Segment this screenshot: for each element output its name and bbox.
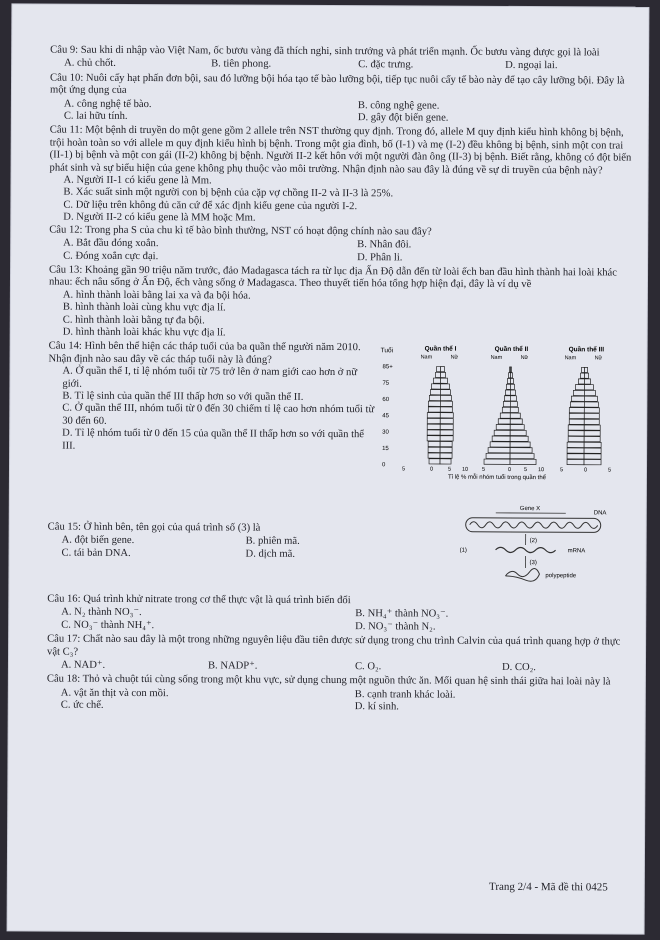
pyramid-bar-female bbox=[584, 454, 601, 459]
pyramid-bar-male bbox=[427, 436, 440, 441]
pyramid-bar-male bbox=[567, 443, 584, 448]
pyramid-bar-male bbox=[429, 459, 440, 464]
pyramid-y-tick: 15 bbox=[382, 446, 389, 453]
pyramid-right-label: Nữ bbox=[520, 355, 529, 362]
pyramid-bar-male bbox=[427, 430, 440, 435]
question-10-stem: Câu 10: Nuôi cấy hạt phấn đơn bội, sau đó lưỡng bội hóa tạo tế bào lưỡng bội, tiếp tục nuôi cấy tế bào này để tạo cây lưỡng bội. Đây là một ứng dụng của bbox=[49, 72, 625, 97]
pyramid-bar-male bbox=[431, 384, 440, 389]
q18-option-c: C. ức chế. bbox=[60, 699, 104, 712]
pyramid-bar-male bbox=[427, 425, 440, 430]
pyramid-bar-male bbox=[428, 448, 440, 453]
pyramid-x-tick: 10 bbox=[537, 467, 545, 474]
pyramid-bar-female bbox=[510, 379, 513, 384]
pyramid-bar-male bbox=[484, 459, 510, 464]
pyramid-left-label: Nam bbox=[490, 355, 503, 362]
question-12-stem: Câu 12: Trong pha S của chu kì tế bào bình thường, NST có hoạt động chính nào sau đây? bbox=[49, 224, 432, 238]
pyramid-bar-male bbox=[568, 425, 584, 430]
pyramid-bar-female bbox=[440, 448, 452, 453]
pyramid-bar-male bbox=[573, 391, 584, 396]
pyramid-bar-female bbox=[584, 414, 599, 419]
pyramid-bar-female bbox=[510, 448, 532, 453]
pyramid-x-tick: 10 bbox=[461, 467, 469, 474]
pyramid-bar-male bbox=[571, 396, 584, 401]
q18-option-b: B. cạnh tranh khác loài. bbox=[354, 688, 456, 701]
mrna-label: mRNA bbox=[567, 548, 586, 555]
pyramid-bar-female bbox=[440, 373, 445, 378]
question-18 bbox=[47, 674, 635, 715]
q17-option-a: A. NAD⁺. bbox=[60, 659, 106, 671]
pyramid-bar-male bbox=[568, 431, 584, 436]
q18-option-d: D. kí sinh. bbox=[354, 701, 399, 713]
question-18-stem: Câu 18: Thỏ và chuột túi cùng sống trong một khu vực, sử dụng chung một nguồn thức ăn. Mối quan hệ sinh thái giữa hai loài này là bbox=[46, 673, 611, 688]
pyramid-bar-female bbox=[511, 367, 512, 372]
pyramid-bar-female bbox=[510, 425, 524, 430]
pyramid-x-tick: 0 bbox=[507, 467, 512, 474]
pyramid-bar-male bbox=[504, 396, 510, 401]
q10-option-c: C. lai hữu tính. bbox=[63, 110, 128, 122]
pyramid-bar-female bbox=[440, 396, 451, 401]
question-9-stem: Câu 9: Sau khi di nhập vào Việt Nam, ốc bươu vàng đã thích nghi, sinh trưởng và phát triển mạnh. Ốc bươu vàng được gọi là loài bbox=[50, 44, 600, 59]
pyramid-bar-male bbox=[568, 437, 584, 442]
question-9 bbox=[50, 45, 638, 74]
q14-option-a: A. Ở quần thể I, tỉ lệ nhóm tuổi từ 75 trở lên ở nam giới cao hơn ở nữ giới. bbox=[62, 365, 358, 390]
pyramid-bar-female bbox=[510, 460, 536, 465]
pyramid-bar-female bbox=[510, 390, 515, 395]
pyramid-bar-female bbox=[510, 385, 514, 390]
q9-option-c: C. đặc trưng. bbox=[358, 59, 414, 71]
pyramid-bar-female bbox=[440, 402, 452, 407]
q12-option-a: A. Bắt đầu đóng xoắn. bbox=[63, 237, 159, 250]
pyramid-bar-male bbox=[498, 419, 510, 424]
pyramid-bar-male bbox=[507, 379, 510, 384]
q10-option-b: B. công nghệ gene. bbox=[357, 99, 440, 112]
pyramid-bar-male bbox=[430, 390, 440, 395]
q11-option-b: B. Xác suất sinh một người con bị bệnh của cặp vợ chồng II-2 và II-3 là 25%. bbox=[63, 187, 394, 200]
pyramid-title: Quần thể II bbox=[494, 346, 529, 354]
pyramid-bar-female bbox=[440, 459, 451, 464]
q11-option-d: D. Người II-2 có kiểu gene là MM hoặc Mm. bbox=[63, 211, 256, 224]
pyramid-bar-male bbox=[578, 379, 584, 384]
dna-label: DNA bbox=[593, 510, 607, 517]
pyramid-y-tick: 0 bbox=[382, 462, 386, 469]
pyramid-bar-male bbox=[567, 460, 584, 465]
pyramid-bar-male bbox=[486, 454, 510, 459]
question-16-stem: Câu 16: Quá trình khử nitrate trong cơ thể thực vật là quá trình biến đổi bbox=[47, 593, 351, 607]
pyramid-x-tick: 5 bbox=[607, 467, 612, 474]
pyramid-bar-male bbox=[496, 425, 510, 430]
pyramid-bar-male bbox=[435, 373, 440, 378]
q16-option-b: B. NH₄⁺ thành NO₃⁻. bbox=[355, 608, 449, 621]
pyramid-bar-female bbox=[584, 391, 595, 396]
pyramid-bar-male bbox=[567, 454, 584, 459]
polypeptide-chain bbox=[505, 568, 539, 581]
pyramid-bar-female bbox=[584, 431, 600, 436]
pyramid-bar-male bbox=[505, 390, 510, 395]
q9-option-a: A. chủ chốt. bbox=[64, 58, 116, 70]
question-15-stem: Câu 15: Ở hình bên, tên gọi của quá trình số (3) là bbox=[47, 521, 261, 534]
mrna-strand bbox=[496, 547, 556, 552]
pyramid-bar-female bbox=[510, 408, 518, 413]
pyramid-y-tick: 60 bbox=[382, 397, 390, 404]
pyramid-bar-male bbox=[428, 407, 440, 412]
question-15 bbox=[47, 505, 636, 580]
q12-option-b: B. Nhân đôi. bbox=[357, 239, 412, 251]
pyramid-title: Quần thể III bbox=[568, 346, 605, 354]
q11-option-c: C. Dữ liệu trên không đủ căn cứ để xác định kiểu gene của người I-2. bbox=[63, 199, 358, 213]
pyramid-bar-female bbox=[584, 379, 590, 384]
question-11-stem: Câu 11: Một bệnh di truyền do một gene gồm 2 allele trên NST thường quy định. Trong đó, allele M quy định kiểu hình không bị bệnh, trội hoàn toàn so với allele m quy định kiểu hình bị bệnh. Trong một gia đình, bố (I-1) và mẹ (I-2) đều không bị bệnh, sinh một con trai (II-1) bị bệnh và một con gái (II-2) không bị bệnh. Người II-2 kết hôn với một người đàn ông (II-3) bị bệnh. Biết rằng, không có đột biến phát sinh và sự biểu hiện của gene không phụ thuộc vào môi trường. Nhận định nào sau đây là đúng về sự di truyền của bệnh này? bbox=[49, 124, 632, 177]
pyramid-bar-male bbox=[428, 453, 440, 458]
q13-option-c: C. hình thành loài bằng tự đa bội. bbox=[62, 314, 205, 326]
pyramid-bar-female bbox=[584, 402, 598, 407]
pyramid-x-tick: 5 bbox=[447, 466, 452, 473]
q18-option-a: A. vật ăn thịt và con mồi. bbox=[60, 687, 169, 699]
pyramid-bar-female bbox=[440, 453, 452, 458]
q14-option-c: C. Ở quần thể III, nhóm tuổi từ 0 đến 30 chiếm tỉ lệ cao hơn nhóm tuổi từ 30 đến 60. bbox=[62, 402, 375, 427]
question-14-stem: Câu 14: Hình bên thể hiện các tháp tuổi của ba quần thể người năm 2010. Nhận định nào sau đây về các tháp tuổi này là đúng? bbox=[48, 340, 361, 366]
question-11 bbox=[49, 125, 638, 227]
pyramid-bar-male bbox=[500, 413, 510, 418]
pyramid-bar-female bbox=[510, 402, 517, 407]
pyramid-bar-male bbox=[503, 402, 510, 407]
pyramid-bar-female bbox=[510, 454, 534, 459]
q9-option-b: B. tiên phong. bbox=[211, 58, 272, 71]
q13-option-a: A. hình thành loài bằng lai xa và đa bội hóa. bbox=[62, 289, 251, 302]
pyramid-bar-male bbox=[492, 436, 510, 441]
q10-option-d: D. gây đột biến gene. bbox=[357, 112, 449, 124]
pyramid-bar-male bbox=[494, 431, 510, 436]
q16-option-c: C. NO₃⁻ thành NH₄⁺. bbox=[61, 619, 155, 631]
question-10 bbox=[50, 72, 638, 126]
pyramid-x-tick: 5 bbox=[401, 466, 406, 473]
pyramid-bar-female bbox=[440, 430, 453, 435]
pyramid-bar-female bbox=[440, 413, 453, 418]
question-13 bbox=[49, 264, 637, 342]
pyramid-x-tick: 5 bbox=[559, 467, 564, 474]
question-13-stem: Câu 13: Khoảng gần 90 triệu năm trước, đảo Madagasca tách ra từ lục địa Ấn Độ dẫn đến từ loài ếch ban đầu hình thành hai loài khác nhau: ếch nâu sống ở Ấn Độ, ếch vàng sống ở Madagasca. Theo thuyết tiến hóa tổng hợp hiện đại, đây là ví dụ về bbox=[48, 264, 617, 291]
pyramid-bar-female bbox=[440, 442, 452, 447]
question-12 bbox=[49, 224, 637, 265]
pyramid-bar-female bbox=[510, 419, 522, 424]
pyramid-bar-female bbox=[584, 448, 601, 453]
pyramid-bar-female bbox=[510, 413, 520, 418]
exam-content bbox=[47, 45, 638, 718]
pyramid-bar-female bbox=[584, 408, 599, 413]
page-footer: Trang 2/4 - Mã đề thi 0425 bbox=[489, 880, 608, 894]
pyramid-bar-female bbox=[440, 425, 453, 430]
pyramid-bar-male bbox=[428, 442, 440, 447]
pyramid-bar-female bbox=[440, 378, 447, 383]
pyramid-y-tick: 75 bbox=[382, 380, 390, 387]
pyramid-bar-male bbox=[567, 448, 584, 453]
process-2-label: (2) bbox=[529, 537, 537, 544]
pyramid-bar-male bbox=[502, 408, 510, 413]
pyramid-x-tick: 0 bbox=[583, 467, 588, 474]
pyramid-bar-female bbox=[440, 384, 449, 389]
q16-option-a: A. N₂ thành NO₃⁻. bbox=[61, 606, 142, 619]
pyramid-left-label: Nam bbox=[420, 354, 433, 361]
q14-option-d: D. Tỉ lệ nhóm tuổi từ 0 đến 15 của quần thể II thấp hơn so với quần thể III. bbox=[62, 427, 365, 452]
pyramid-x-title: Tỉ lệ % mỗi nhóm tuổi trong quần thể bbox=[447, 474, 547, 482]
q12-option-c: C. Đóng xoắn cực đại. bbox=[63, 250, 159, 262]
q16-option-d: D. NO₃⁻ thành N₂. bbox=[355, 620, 436, 633]
pyramid-bar-female bbox=[584, 460, 601, 465]
pyramid-right-label: Nữ bbox=[594, 355, 603, 362]
q15-option-c: C. tái bản DNA. bbox=[61, 547, 131, 559]
pyramid-right-label: Nữ bbox=[450, 354, 459, 362]
pyramid-bar-male bbox=[569, 408, 584, 413]
pyramid-bar-male bbox=[582, 368, 585, 373]
q12-option-d: D. Phân li. bbox=[357, 251, 403, 263]
q15-option-d: D. dịch mã. bbox=[245, 548, 296, 560]
pyramid-bar-male bbox=[428, 401, 440, 406]
pyramid-bar-female bbox=[440, 436, 453, 441]
pyramid-bar-female bbox=[510, 442, 530, 447]
pyramid-left-label: Nam bbox=[564, 355, 577, 362]
pyramid-bar-female bbox=[440, 390, 450, 395]
pyramid-x-tick: 5 bbox=[523, 467, 528, 474]
pyramid-bar-female bbox=[585, 368, 588, 373]
pyramid-bar-male bbox=[569, 419, 584, 424]
pyramid-bar-male bbox=[490, 442, 510, 447]
q10-option-a: A. công nghệ tế bào. bbox=[63, 98, 152, 110]
pyramid-bar-female bbox=[584, 397, 597, 402]
process-3-label: (3) bbox=[529, 559, 537, 566]
q13-option-b: B. hình thành loài cùng khu vực địa lí. bbox=[62, 301, 226, 314]
q9-option-d: D. ngoại lai. bbox=[505, 60, 558, 72]
exam-sheet bbox=[8, 4, 649, 933]
pyramid-bar-female bbox=[510, 431, 526, 436]
q14-option-b: B. Tỉ lệ sinh của quần thể III thấp hơn so với quần thể II. bbox=[62, 390, 304, 403]
q15-option-a: A. đột biến gene. bbox=[61, 534, 135, 547]
pyramid-bar-female bbox=[510, 396, 516, 401]
pyramid-bar-male bbox=[427, 413, 440, 418]
pyramid-bar-female bbox=[584, 425, 600, 430]
pyramid-x-tick: 0 bbox=[429, 466, 434, 473]
pyramid-bar-female bbox=[510, 373, 512, 378]
pyramid-bar-male bbox=[488, 448, 510, 453]
pyramid-y-title: Tuổi bbox=[380, 347, 394, 355]
q11-option-a: A. Người II-1 có kiểu gene là Mm. bbox=[63, 174, 212, 187]
pyramid-bar-male bbox=[506, 385, 510, 390]
age-pyramid-figure bbox=[378, 343, 637, 484]
q15-option-b: B. phiên mã. bbox=[245, 535, 300, 548]
pyramid-bar-male bbox=[570, 402, 584, 407]
question-17-stem: Câu 17: Chất nào sau đây là một trong những nguyên liệu đầu tiên được sử dụng trong chu trình Calvin của quá trình quang hợp ở thực vật C₃? bbox=[47, 633, 621, 658]
pyramid-bar-female bbox=[584, 385, 593, 390]
q13-option-d: D. hình thành loài khác khu vực địa lí. bbox=[62, 326, 226, 339]
pyramid-y-tick: 45 bbox=[382, 413, 389, 420]
pyramid-bar-male bbox=[580, 373, 584, 378]
dna-strands bbox=[470, 521, 598, 528]
pyramid-bar-male bbox=[433, 378, 440, 383]
pyramid-y-tick: 85+ bbox=[382, 364, 393, 371]
pyramid-bar-female bbox=[441, 367, 445, 372]
pyramid-bar-male bbox=[575, 385, 584, 390]
polypeptide-label: polypeptide bbox=[545, 572, 577, 580]
question-17 bbox=[47, 634, 635, 675]
pyramid-bar-female bbox=[584, 437, 600, 442]
gene-x-label: Gene X bbox=[519, 505, 541, 512]
pyramid-title: Quần thể I bbox=[424, 345, 457, 354]
process-1-label: (1) bbox=[459, 547, 467, 554]
q17-option-b: B. NADP⁺. bbox=[207, 660, 258, 672]
question-14 bbox=[48, 341, 637, 488]
pyramid-bar-female bbox=[440, 419, 453, 424]
gene-expression-figure bbox=[455, 501, 636, 602]
pyramid-y-tick: 30 bbox=[382, 429, 389, 436]
pyramid-bar-male bbox=[569, 414, 584, 419]
pyramid-x-tick: 5 bbox=[481, 467, 486, 474]
pyramid-bar-female bbox=[584, 420, 599, 425]
pyramid-bar-female bbox=[510, 436, 528, 441]
q17-option-d: D. CO₂. bbox=[501, 661, 537, 674]
pyramid-bar-male bbox=[429, 396, 440, 401]
pyramid-bar-female bbox=[584, 373, 588, 378]
pyramid-bar-female bbox=[440, 407, 452, 412]
q17-option-c: C. O₂. bbox=[354, 661, 382, 673]
pyramid-bar-female bbox=[584, 443, 601, 448]
pyramid-bar-male bbox=[437, 367, 441, 372]
pyramid-bar-male bbox=[427, 419, 440, 424]
